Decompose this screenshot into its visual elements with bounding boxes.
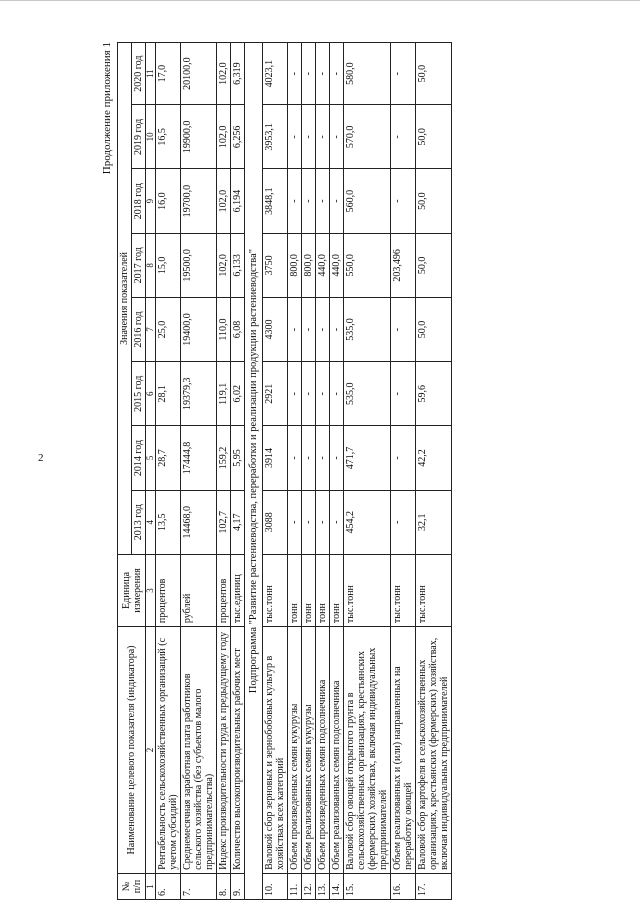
indicator-name: Валовой сбор овощей открытого грунта в сельскохозяйственных организациях, крестьянских (фермерских) хозяйствах, включая индивидуальных предпринимателей	[344, 627, 391, 874]
value-cell: -	[391, 43, 416, 105]
value-cell: -	[302, 105, 316, 169]
unit-cell: тонн	[288, 554, 302, 626]
column-index: 8	[146, 233, 156, 297]
value-cell: -	[302, 362, 316, 426]
value-cell: -	[330, 105, 344, 169]
value-cell: 471,7	[344, 426, 391, 490]
row-number: 9.	[231, 873, 245, 899]
row-number: 17.	[416, 873, 452, 899]
value-cell: 3088	[263, 490, 288, 554]
unit-cell: процентов	[156, 554, 181, 626]
value-cell: 3914	[263, 426, 288, 490]
value-cell: 3750	[263, 233, 288, 297]
value-cell: 102,0	[217, 43, 231, 105]
value-cell: 28,1	[156, 362, 181, 426]
row-number: 14.	[330, 873, 344, 899]
value-cell: 6,319	[231, 43, 245, 105]
value-cell: 4023,1	[263, 43, 288, 105]
value-cell: -	[288, 105, 302, 169]
column-index: 11	[146, 43, 156, 105]
row-number: 13.	[316, 873, 330, 899]
value-cell: -	[391, 105, 416, 169]
table-row	[181, 43, 217, 900]
value-cell: 19379,3	[181, 362, 217, 426]
table-row	[156, 43, 181, 900]
row-number: 6.	[156, 873, 181, 899]
subprogram-title: Подпрограмма "Развитие растениеводства, переработки и реализации продукции растениеводства"	[245, 43, 263, 900]
rotated-content	[95, 40, 615, 900]
unit-cell: тыс.тонн	[416, 554, 452, 626]
row-number: 11.	[288, 873, 302, 899]
value-cell: 4300	[263, 297, 288, 361]
column-index: 6	[146, 362, 156, 426]
value-cell: 17444,8	[181, 426, 217, 490]
rotated-page	[95, 40, 615, 900]
value-cell: -	[302, 297, 316, 361]
value-cell: -	[288, 297, 302, 361]
value-cell: 440,0	[316, 233, 330, 297]
value-cell: 800,0	[302, 233, 316, 297]
value-cell: 19900,0	[181, 105, 217, 169]
indicator-name: Валовой сбор картофеля в сельскохозяйственных организациях, крестьянских (фермерских) хозяйствах, включая индивидуальных предпринимателей	[416, 627, 452, 874]
table-row	[344, 43, 391, 900]
value-cell: 16,0	[156, 169, 181, 233]
value-cell: -	[316, 426, 330, 490]
value-cell: 3953,1	[263, 105, 288, 169]
header-year: 2017 год	[132, 233, 146, 297]
value-cell: 800,0	[288, 233, 302, 297]
row-number: 12.	[302, 873, 316, 899]
indicator-name: Среднемесячная заработная плата работников сельского хозяйства (без субъектов малого предпринимательства)	[181, 627, 217, 874]
header-year: 2013 год	[132, 490, 146, 554]
column-index: 5	[146, 426, 156, 490]
column-index: 4	[146, 490, 156, 554]
value-cell: 28,7	[156, 426, 181, 490]
table-row	[217, 43, 231, 900]
indicator-name: Рентабельность сельскохозяйственных организаций (с учетом субсидий)	[156, 627, 181, 874]
header-year: 2016 год	[132, 297, 146, 361]
unit-cell: рублей	[181, 554, 217, 626]
header-year: 2018 год	[132, 169, 146, 233]
value-cell: 102,7	[217, 490, 231, 554]
value-cell: 102,0	[217, 169, 231, 233]
indicator-name: Объем произведенных семян кукурузы	[288, 627, 302, 874]
value-cell: 6,08	[231, 297, 245, 361]
value-cell: 6,02	[231, 362, 245, 426]
header-year: 2019 год	[132, 105, 146, 169]
unit-cell: тыс.единиц	[231, 554, 245, 626]
value-cell: -	[302, 490, 316, 554]
value-cell: -	[330, 426, 344, 490]
value-cell: 440,0	[330, 233, 344, 297]
value-cell: -	[330, 362, 344, 426]
value-cell: 550,0	[344, 233, 391, 297]
value-cell: 560,0	[344, 169, 391, 233]
table-row	[302, 43, 316, 900]
indicator-name: Валовой сбор зерновых и зернобобовых культур в хозяйствах всех категорий	[263, 627, 288, 874]
header-name: Наименование целевого показателя (индикатора)	[118, 627, 146, 874]
page-number: 2	[38, 452, 44, 464]
value-cell: 2921	[263, 362, 288, 426]
value-cell: -	[302, 169, 316, 233]
value-cell: 20100,0	[181, 43, 217, 105]
column-index: 7	[146, 297, 156, 361]
value-cell: 16,5	[156, 105, 181, 169]
value-cell: 19700,0	[181, 169, 217, 233]
unit-cell: процентов	[217, 554, 231, 626]
value-cell: 580,0	[344, 43, 391, 105]
value-cell: 6,194	[231, 169, 245, 233]
header-no: № п/п	[118, 873, 146, 899]
value-cell: 50,0	[416, 169, 452, 233]
indicator-name: Объем реализованных семян подсолнечника	[330, 627, 344, 874]
row-number: 8.	[217, 873, 231, 899]
value-cell: 50,0	[416, 233, 452, 297]
value-cell: 102,0	[217, 233, 231, 297]
header-values-group: Значения показателей	[118, 43, 132, 555]
value-cell: -	[302, 43, 316, 105]
header-year: 2015 год	[132, 362, 146, 426]
value-cell: -	[316, 490, 330, 554]
value-cell: 4,17	[231, 490, 245, 554]
value-cell: 25,0	[156, 297, 181, 361]
value-cell: 19400,0	[181, 297, 217, 361]
value-cell: 32,1	[416, 490, 452, 554]
header-year: 2014 год	[132, 426, 146, 490]
value-cell: 102,0	[217, 105, 231, 169]
value-cell: 50,0	[416, 105, 452, 169]
value-cell: -	[391, 426, 416, 490]
value-cell: 535,0	[344, 297, 391, 361]
indicator-name: Объем произведенных семян подсолнечника	[316, 627, 330, 874]
row-number: 10.	[263, 873, 288, 899]
value-cell: 6,133	[231, 233, 245, 297]
table-row	[288, 43, 302, 900]
indicator-name: Объем реализованных семян кукурузы	[302, 627, 316, 874]
table-row	[416, 43, 452, 900]
table-row	[391, 43, 416, 900]
value-cell: -	[288, 490, 302, 554]
value-cell: -	[288, 169, 302, 233]
value-cell: -	[391, 297, 416, 361]
value-cell: -	[391, 362, 416, 426]
table-row	[316, 43, 330, 900]
row-number: 7.	[181, 873, 217, 899]
value-cell: 5,95	[231, 426, 245, 490]
value-cell: -	[330, 490, 344, 554]
indicator-name: Индекс производительности труда к предыдущему году	[217, 627, 231, 874]
top-border-line	[0, 0, 640, 1]
value-cell: -	[330, 43, 344, 105]
column-index: 10	[146, 105, 156, 169]
table-row	[263, 43, 288, 900]
value-cell: -	[316, 362, 330, 426]
header-year: 2020 год	[132, 43, 146, 105]
value-cell: 119,1	[217, 362, 231, 426]
unit-cell: тыс.тонн	[344, 554, 391, 626]
value-cell: 110,0	[217, 297, 231, 361]
unit-cell: тонн	[302, 554, 316, 626]
value-cell: -	[391, 169, 416, 233]
value-cell: 203,496	[391, 233, 416, 297]
value-cell: -	[316, 169, 330, 233]
value-cell: -	[288, 43, 302, 105]
value-cell: -	[302, 426, 316, 490]
value-cell: 159,2	[217, 426, 231, 490]
value-cell: 570,0	[344, 105, 391, 169]
indicators-table	[117, 42, 452, 900]
value-cell: 14468,0	[181, 490, 217, 554]
value-cell: 6,256	[231, 105, 245, 169]
value-cell: 15,0	[156, 233, 181, 297]
indicator-name: Количество высокопроизводительных рабочих мест	[231, 627, 245, 874]
table-row	[231, 43, 245, 900]
unit-cell: тонн	[330, 554, 344, 626]
value-cell: 535,0	[344, 362, 391, 426]
column-index: 2	[146, 627, 156, 874]
header-unit: Единица измерения	[118, 554, 146, 626]
unit-cell: тыс.тонн	[391, 554, 416, 626]
table-row	[330, 43, 344, 900]
indicator-name: Объем реализованных и (или) направленных на переработку овощей	[391, 627, 416, 874]
value-cell: -	[330, 297, 344, 361]
value-cell: -	[316, 297, 330, 361]
value-cell: -	[391, 490, 416, 554]
value-cell: 42,2	[416, 426, 452, 490]
annex-label: Продолжение приложения 1	[101, 42, 113, 175]
column-index: 1	[146, 873, 156, 899]
subprogram-row	[245, 43, 263, 900]
row-number: 15.	[344, 873, 391, 899]
value-cell: -	[316, 105, 330, 169]
row-number: 16.	[391, 873, 416, 899]
value-cell: 59,6	[416, 362, 452, 426]
value-cell: 17,0	[156, 43, 181, 105]
value-cell: -	[316, 43, 330, 105]
value-cell: 454,2	[344, 490, 391, 554]
value-cell: 50,0	[416, 297, 452, 361]
column-index: 9	[146, 169, 156, 233]
value-cell: 13,5	[156, 490, 181, 554]
unit-cell: тыс.тонн	[263, 554, 288, 626]
value-cell: -	[330, 169, 344, 233]
column-index: 3	[146, 554, 156, 626]
value-cell: 3848,1	[263, 169, 288, 233]
value-cell: -	[288, 426, 302, 490]
value-cell: 19500,0	[181, 233, 217, 297]
value-cell: 50,0	[416, 43, 452, 105]
unit-cell: тонн	[316, 554, 330, 626]
value-cell: -	[288, 362, 302, 426]
